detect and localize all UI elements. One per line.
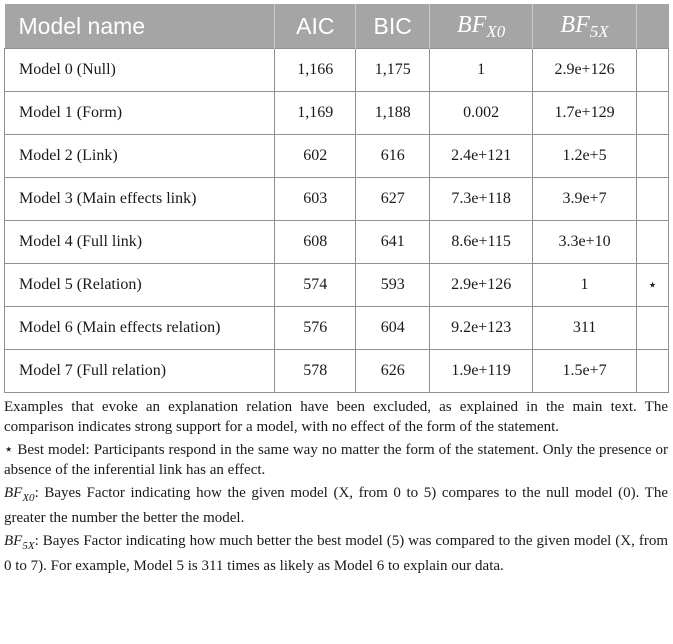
cell-best-marker xyxy=(636,307,668,350)
cell-aic: 1,169 xyxy=(275,92,356,135)
note-exclusion: Examples that evoke an explanation relation have been excluded, as explained in the main text. The comparison indicates strong support for a model, with no effect of the form of the statement. xyxy=(4,399,668,435)
cell-bf-x0: 2.9e+126 xyxy=(430,264,533,307)
cell-model-name: Model 7 (Full relation) xyxy=(5,350,275,393)
cell-bf-5x: 2.9e+126 xyxy=(533,49,637,92)
cell-bf-5x: 3.3e+10 xyxy=(533,221,637,264)
cell-bf-x0: 0.002 xyxy=(430,92,533,135)
cell-model-name: Model 0 (Null) xyxy=(5,49,275,92)
table-row xyxy=(5,178,669,221)
cell-best-marker xyxy=(636,178,668,221)
note-bf-x0-sub: X0 xyxy=(22,492,35,504)
cell-bf-5x: 1.5e+7 xyxy=(533,350,637,393)
cell-bic: 1,175 xyxy=(356,49,430,92)
cell-bf-x0: 1 xyxy=(430,49,533,92)
cell-model-name: Model 3 (Main effects link) xyxy=(5,178,275,221)
table-footnotes xyxy=(4,397,668,579)
header-bf-5x-sub: 5X xyxy=(589,21,609,41)
header-bf-x0 xyxy=(430,4,533,49)
cell-bic: 627 xyxy=(356,178,430,221)
note-best-model: ⋆ Best model: Participants respond in the same way no matter the form of the statement. Only the presence or absence of the inferential link has an effect. xyxy=(4,442,668,478)
table-row xyxy=(5,135,669,178)
model-comparison-table xyxy=(4,4,669,393)
note-bf-5x xyxy=(4,531,668,576)
header-aic: AIC xyxy=(275,4,356,49)
header-bf-x0-sub: X0 xyxy=(486,21,506,41)
cell-bic: 641 xyxy=(356,221,430,264)
note-bf-x0-base: BF xyxy=(4,485,23,501)
cell-bic: 626 xyxy=(356,350,430,393)
header-best-marker xyxy=(636,4,668,49)
cell-bf-5x: 1.7e+129 xyxy=(533,92,637,135)
note-bf-5x-text: : Bayes Factor indicating how much better the best model (5) was compared to the given model (X, from 0 to 7). For example, Model 5 is 311 times as likely as Model 6 to explain our data. xyxy=(4,533,668,574)
cell-aic: 608 xyxy=(275,221,356,264)
table-row xyxy=(5,221,669,264)
cell-bic: 1,188 xyxy=(356,92,430,135)
note-bf-x0 xyxy=(4,483,668,528)
header-bf-x0-base: BF xyxy=(457,11,487,38)
cell-best-marker: ⋆ xyxy=(636,264,668,307)
cell-best-marker xyxy=(636,350,668,393)
note-bf-5x-base: BF xyxy=(4,533,23,549)
cell-bf-5x: 1.2e+5 xyxy=(533,135,637,178)
cell-best-marker xyxy=(636,135,668,178)
cell-best-marker xyxy=(636,221,668,264)
table-header-row xyxy=(5,4,669,49)
cell-model-name: Model 1 (Form) xyxy=(5,92,275,135)
table-row xyxy=(5,264,669,307)
cell-aic: 576 xyxy=(275,307,356,350)
cell-bic: 593 xyxy=(356,264,430,307)
cell-bf-x0: 7.3e+118 xyxy=(430,178,533,221)
table-row xyxy=(5,92,669,135)
cell-best-marker xyxy=(636,49,668,92)
cell-bf-x0: 9.2e+123 xyxy=(430,307,533,350)
cell-aic: 574 xyxy=(275,264,356,307)
table-body xyxy=(5,49,669,393)
cell-model-name: Model 4 (Full link) xyxy=(5,221,275,264)
cell-bic: 616 xyxy=(356,135,430,178)
cell-bf-x0: 2.4e+121 xyxy=(430,135,533,178)
header-bic: BIC xyxy=(356,4,430,49)
cell-bf-5x: 3.9e+7 xyxy=(533,178,637,221)
cell-aic: 578 xyxy=(275,350,356,393)
table-row xyxy=(5,49,669,92)
header-bf-5x-base: BF xyxy=(560,11,590,38)
cell-bic: 604 xyxy=(356,307,430,350)
cell-bf-x0: 1.9e+119 xyxy=(430,350,533,393)
cell-bf-x0: 8.6e+115 xyxy=(430,221,533,264)
cell-bf-5x: 1 xyxy=(533,264,637,307)
cell-aic: 1,166 xyxy=(275,49,356,92)
note-bf-x0-text: : Bayes Factor indicating how the given model (X, from 0 to 5) compares to the null model (0). The greater the number the better the model. xyxy=(4,485,668,526)
table-row xyxy=(5,350,669,393)
note-bf-5x-sub: 5X xyxy=(22,540,35,552)
cell-model-name: Model 5 (Relation) xyxy=(5,264,275,307)
header-model-name: Model name xyxy=(5,4,275,49)
cell-bf-5x: 311 xyxy=(533,307,637,350)
cell-best-marker xyxy=(636,92,668,135)
cell-aic: 602 xyxy=(275,135,356,178)
cell-aic: 603 xyxy=(275,178,356,221)
cell-model-name: Model 2 (Link) xyxy=(5,135,275,178)
header-bf-5x xyxy=(533,4,637,49)
table-row xyxy=(5,307,669,350)
cell-model-name: Model 6 (Main effects relation) xyxy=(5,307,275,350)
